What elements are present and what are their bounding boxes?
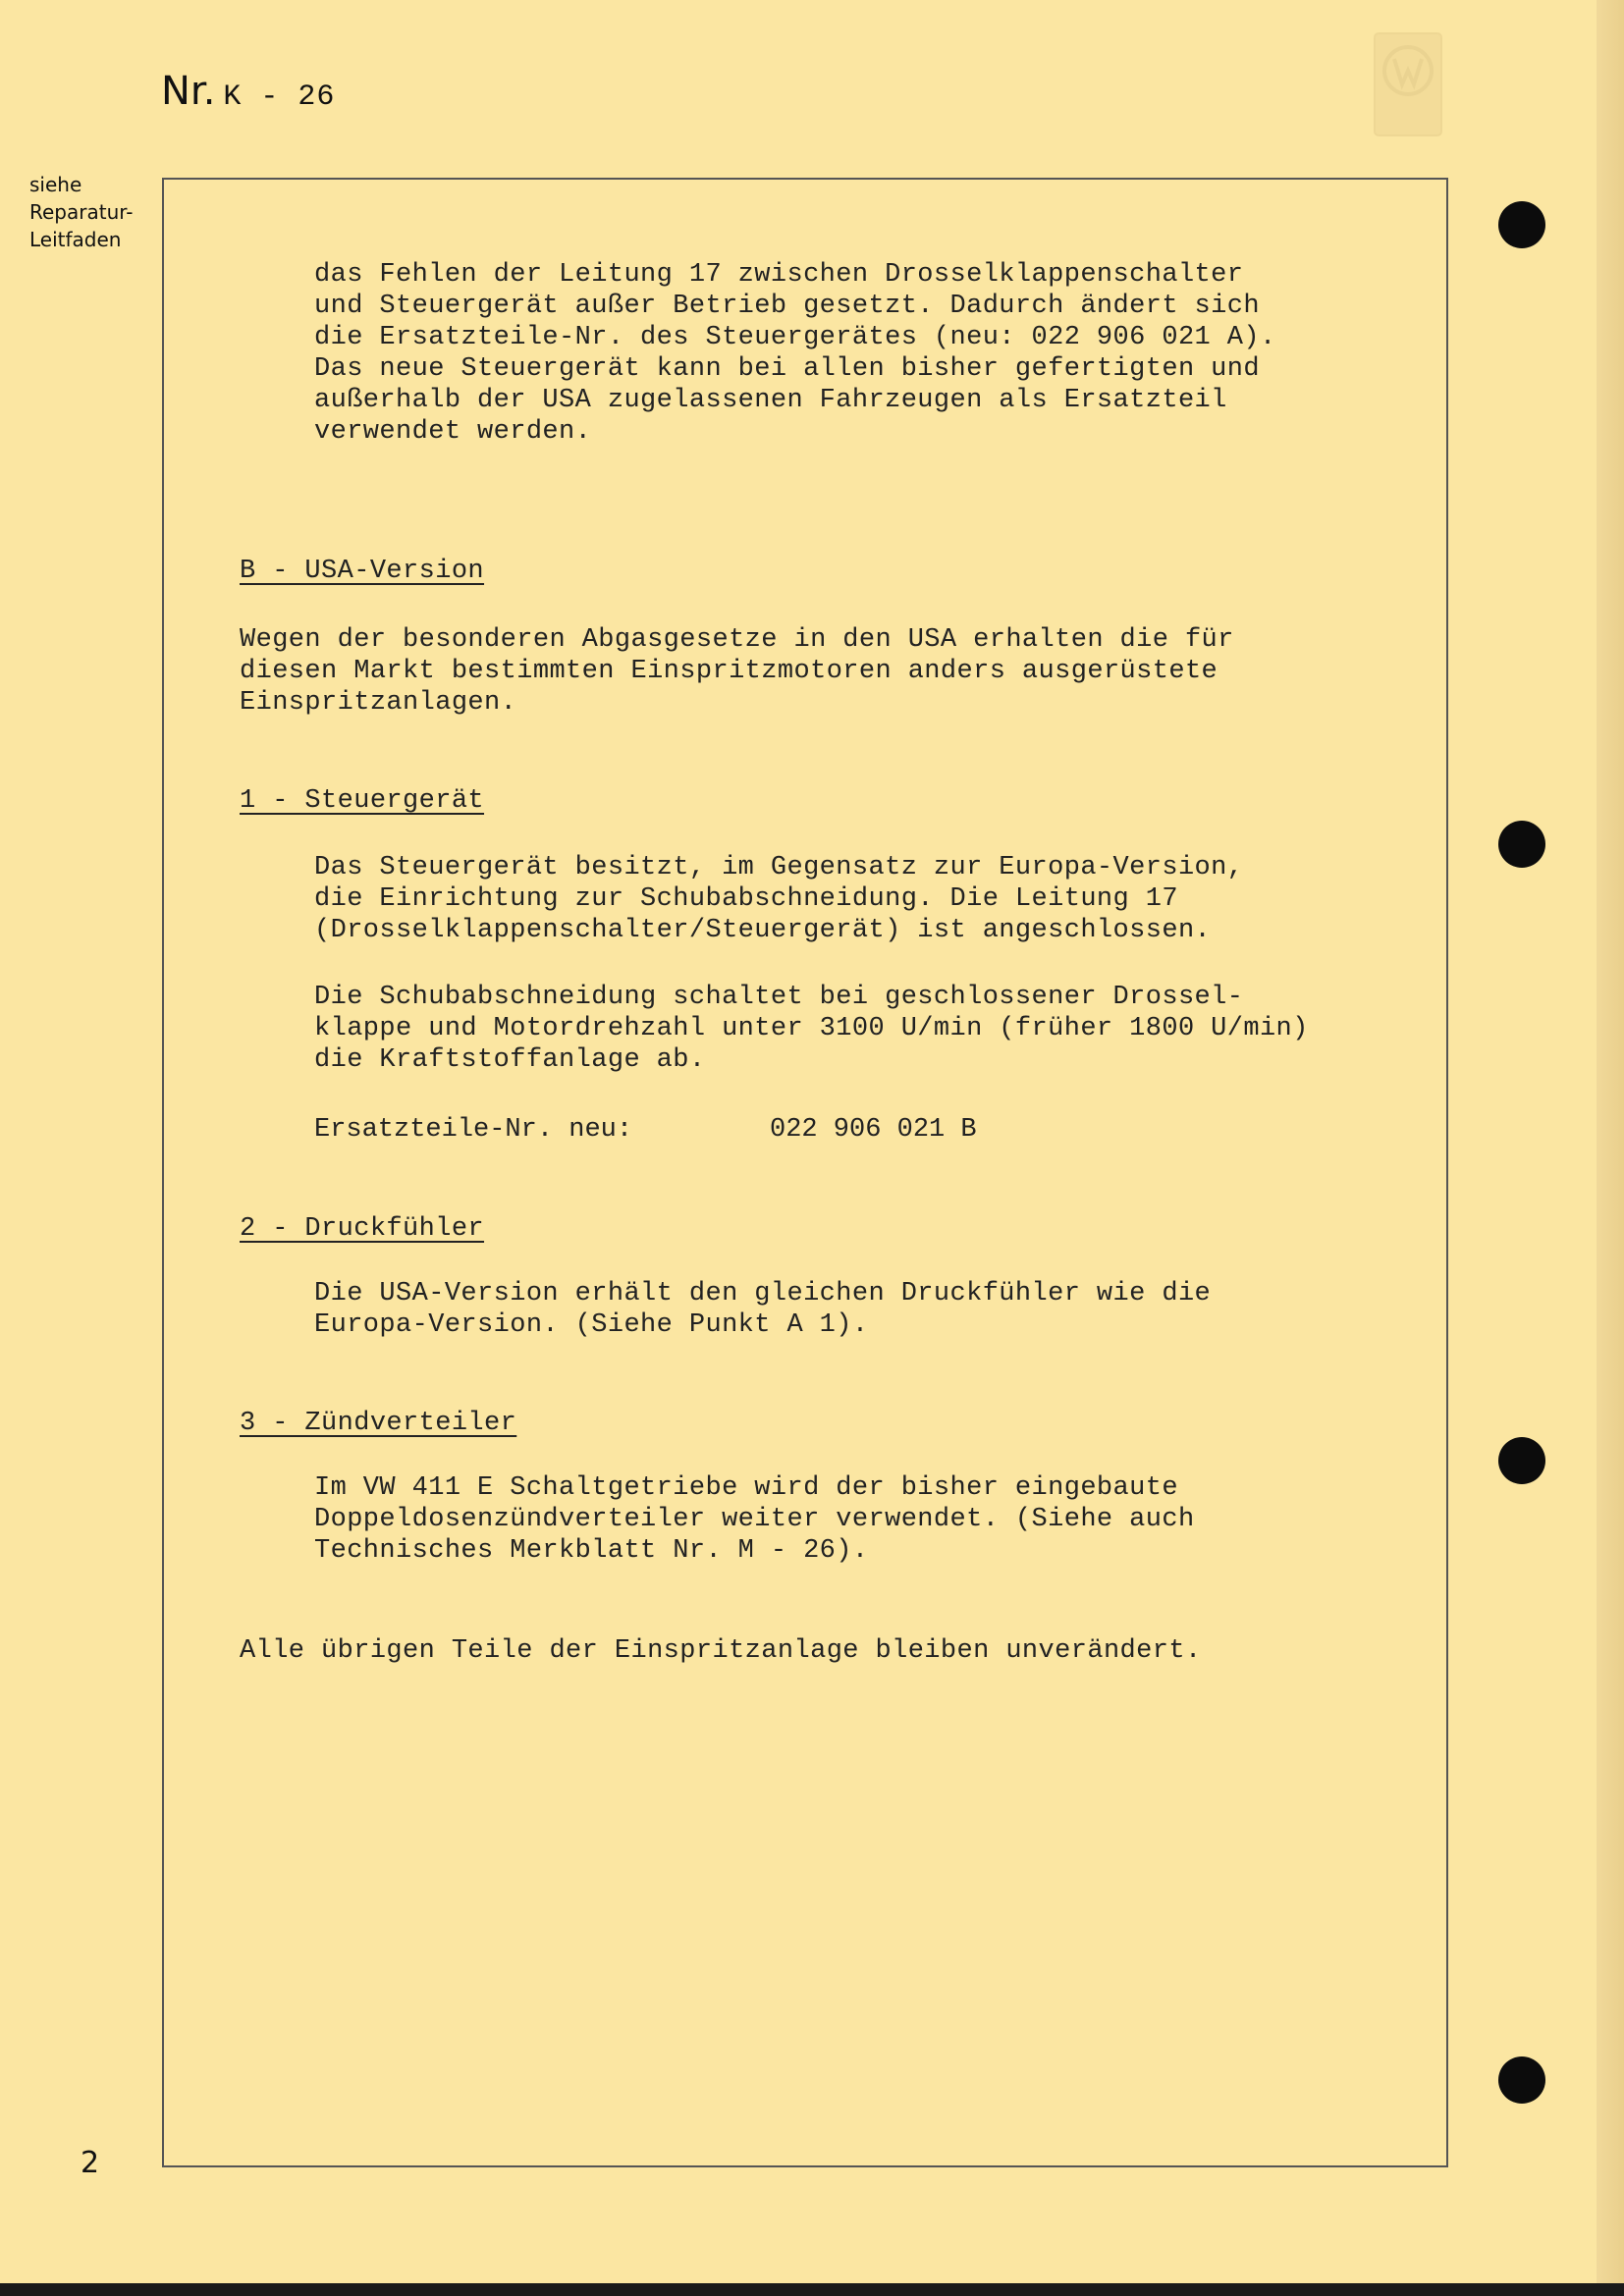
margin-note-line: siehe bbox=[29, 173, 82, 196]
margin-note bbox=[29, 171, 147, 253]
margin-note-line: Reparatur- bbox=[29, 200, 134, 224]
number-label: Nr. bbox=[161, 69, 216, 114]
sub2-heading: 2 - Druckfühler bbox=[240, 1214, 485, 1244]
document-number bbox=[161, 69, 335, 114]
punch-hole-icon bbox=[1498, 201, 1545, 248]
margin-note-line: Leitfaden bbox=[29, 228, 122, 251]
closing-statement: Alle übrigen Teile der Einspritzanlage bleiben unverändert. bbox=[240, 1636, 1202, 1666]
vw-logo-icon bbox=[1373, 31, 1443, 137]
punch-hole-icon bbox=[1498, 2056, 1545, 2104]
part-label: Ersatzteile-Nr. neu: bbox=[314, 1115, 633, 1145]
sub3-heading: 3 - Zündverteiler bbox=[240, 1409, 517, 1438]
page-number: 2 bbox=[81, 2146, 100, 2180]
section-b-text: Wegen der besonderen Abgasgesetze in den USA erhalten die für diesen Markt bestimmten Einspritzmotoren anders ausgerüstete Einspritzanlagen. bbox=[240, 625, 1234, 718]
content-frame bbox=[162, 178, 1448, 2167]
sub1-text-2: Die Schubabschneidung schaltet bei geschlossener Drossel- klappe und Motordrehzahl unter 3100 U/min (früher 1800 U/min) die Kraftstoffanlage ab. bbox=[314, 983, 1309, 1075]
sub3-text: Im VW 411 E Schaltgetriebe wird der bisher eingebaute Doppeldosenzündverteiler weiter verwendet. (Siehe auch Technisches Merkblatt Nr. M - 26). bbox=[314, 1473, 1195, 1566]
punch-hole-icon bbox=[1498, 821, 1545, 868]
sub2-text: Die USA-Version erhält den gleichen Druckfühler wie die Europa-Version. (Siehe Punkt A 1). bbox=[314, 1279, 1212, 1340]
part-number: 022 906 021 B bbox=[770, 1115, 977, 1145]
page-edge-shadow bbox=[1597, 0, 1624, 2296]
intro-paragraph: das Fehlen der Leitung 17 zwischen Drosselklappenschalter und Steuergerät außer Betrieb gesetzt. Dadurch ändert sich die Ersatzteile-Nr. des Steuergerätes (neu: 022 906 021 A). Das neue Steuergerät kann bei allen bisher gefertigten und außerhalb der USA zugelassenen Fahrzeugen als Ersatzteil verwendet werden. bbox=[314, 260, 1276, 447]
scan-edge bbox=[0, 2283, 1624, 2296]
punch-hole-icon bbox=[1498, 1437, 1545, 1484]
section-b-heading: B - USA-Version bbox=[240, 557, 485, 586]
sub1-heading: 1 - Steuergerät bbox=[240, 786, 485, 816]
sub1-text-1: Das Steuergerät besitzt, im Gegensatz zur Europa-Version, die Einrichtung zur Schubabschneidung. Die Leitung 17 (Drosselklappenschalter/Steuergerät) ist angeschlossen. bbox=[314, 853, 1244, 945]
number-value: K - 26 bbox=[223, 80, 336, 114]
